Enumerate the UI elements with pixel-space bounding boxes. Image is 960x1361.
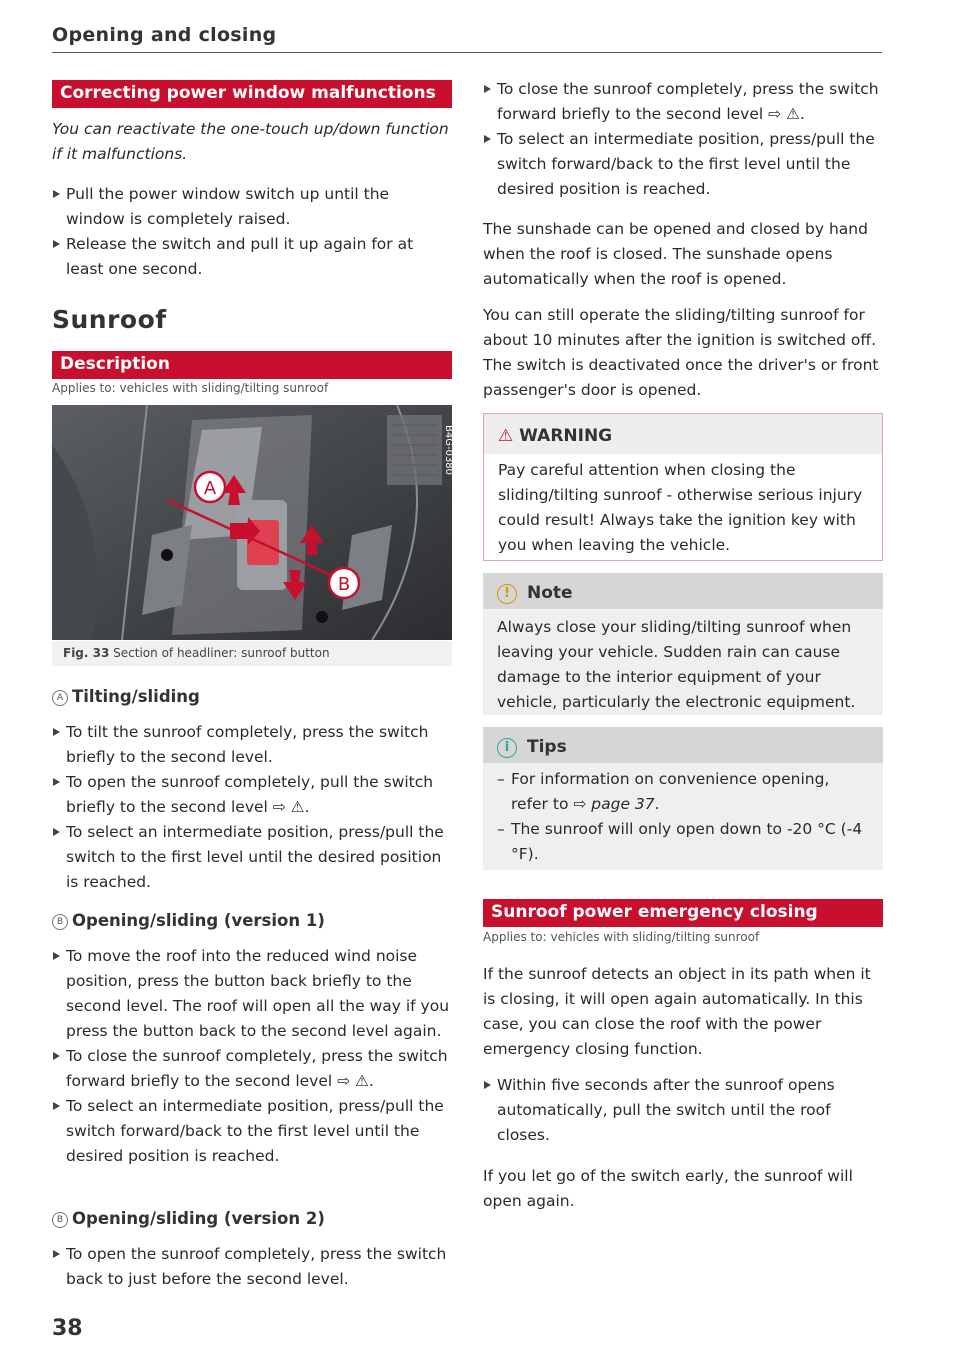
emergency-note-paragraph: If you let go of the switch early, the sunroof will open again. <box>483 1167 853 1210</box>
note-header <box>483 573 883 609</box>
label-b: B <box>337 574 351 595</box>
opening-v2-steps <box>52 1242 452 1292</box>
tips-header <box>483 727 883 763</box>
list-item: To open the sunroof completely, pull the switch briefly to the second level ⇨ ⚠. <box>52 770 452 820</box>
opening-v2-title: Opening/sliding (version 2) <box>72 1209 325 1228</box>
list-item: Within five seconds after the sunroof opens automatically, pull the switch until the roof closes. <box>483 1073 883 1148</box>
note-title: Note <box>527 583 573 603</box>
emergency-steps <box>483 1073 883 1148</box>
ignition-paragraph: You can still operate the sliding/tilting sunroof for about 10 minutes after the ignition is switched off. The switch is deactivated once the driver's or front passenger's door is opened. <box>483 306 879 399</box>
headliner-illustration <box>52 405 452 640</box>
figure-caption-text: Section of headliner: sunroof button <box>113 646 330 660</box>
section-title-power-window: Correcting power window malfunctions <box>52 80 452 108</box>
tips-info-icon: i <box>497 738 517 758</box>
tip-text: For information on convenience opening, refer to <box>511 770 830 813</box>
light-button-icon <box>316 611 328 623</box>
light-button-icon <box>161 549 173 561</box>
list-item: To select an intermediate position, press/pull the switch forward/back to the first level until the desired position is reached. <box>52 1094 452 1169</box>
page-header <box>52 24 882 53</box>
power-window-intro: You can reactivate the one-touch up/down function if it malfunctions. <box>52 120 449 163</box>
list-item: Pull the power window switch up until the window is completely raised. <box>52 182 452 232</box>
sunroof-button-figure <box>52 405 452 640</box>
figure-code: B4G-0380 <box>443 425 454 476</box>
tips-list <box>483 763 883 867</box>
list-item: – For information on convenience opening, refer to ⇨ page 37. <box>497 767 869 817</box>
list-item: To close the sunroof completely, press the switch forward briefly to the second level ⇨ ⚠. <box>52 1044 452 1094</box>
figure-caption <box>52 641 452 666</box>
warning-header <box>484 414 882 454</box>
chapter-title: Opening and closing <box>52 24 277 46</box>
power-window-section <box>52 80 452 108</box>
tilting-title: Tilting/sliding <box>72 687 200 706</box>
label-a: A <box>203 478 217 499</box>
section-title-emergency: Sunroof power emergency closing <box>483 899 883 927</box>
warning-text: Pay careful attention when closing the sliding/tilting sunroof - otherwise serious injury could result! Always take the ignition key with you when leaving the vehicle. <box>498 461 863 554</box>
warning-title: WARNING <box>519 426 613 446</box>
list-item: To tilt the sunroof completely, press the switch briefly to the second level. <box>52 720 452 770</box>
emergency-section <box>483 899 883 927</box>
opening-v2-heading <box>52 1209 452 1228</box>
marker-b-icon: B <box>52 914 68 930</box>
warning-icon: ⚠ <box>498 426 514 446</box>
emergency-paragraph: If the sunroof detects an object in its path when it is closing, it will open again automatically. In this case, you can close the roof with the power emergency closing function. <box>483 965 871 1058</box>
list-item: To move the roof into the reduced wind noise position, press the button back briefly to the second level. The roof will open all the way if you press the button back to the second level again. <box>52 944 452 1044</box>
opening-v1-heading <box>52 911 452 930</box>
figure-number: Fig. 33 <box>63 646 110 660</box>
tilting-heading <box>52 687 452 706</box>
warning-box <box>483 413 883 561</box>
page-link[interactable]: ⇨ page 37 <box>573 795 655 813</box>
description-applies: Applies to: vehicles with sliding/tilting sunroof <box>52 381 329 395</box>
marker-b-icon: B <box>52 1212 68 1228</box>
marker-a-icon: A <box>52 690 68 706</box>
description-section <box>52 351 452 379</box>
tilting-steps <box>52 720 452 895</box>
list-item: To select an intermediate position, press/pull the switch to the first level until the desired position is reached. <box>52 820 452 895</box>
note-text: Always close your sliding/tilting sunroof when leaving your vehicle. Sudden rain can cause damage to the interior equipment of your vehicle, particularly the electronic equipment. <box>497 618 856 711</box>
note-exclamation-icon: ! <box>497 584 517 604</box>
list-item: To close the sunroof completely, press the switch forward briefly to the second level ⇨ ⚠. <box>483 77 883 127</box>
note-box <box>483 573 883 715</box>
power-window-steps <box>52 182 452 282</box>
list-item: To open the sunroof completely, press the switch back to just before the second level. <box>52 1242 452 1292</box>
list-item: To select an intermediate position, press/pull the switch forward/back to the first level until the desired position is reached. <box>483 127 883 202</box>
section-title-description: Description <box>52 351 452 379</box>
emergency-applies: Applies to: vehicles with sliding/tilting sunroof <box>483 930 760 944</box>
tips-box <box>483 727 883 870</box>
right-steps <box>483 77 883 202</box>
list-item: Release the switch and pull it up again for at least one second. <box>52 232 452 282</box>
sunshade-paragraph: The sunshade can be opened and closed by hand when the roof is closed. The sunshade opens automatically when the roof is opened. <box>483 220 868 288</box>
page-number: 38 <box>52 1316 83 1341</box>
opening-v1-steps <box>52 944 452 1169</box>
list-item: – The sunroof will only open down to -20 °C (-4 °F). <box>497 817 869 867</box>
sunroof-heading: Sunroof <box>52 305 167 334</box>
tips-title: Tips <box>527 737 567 757</box>
opening-v1-title: Opening/sliding (version 1) <box>72 911 325 930</box>
